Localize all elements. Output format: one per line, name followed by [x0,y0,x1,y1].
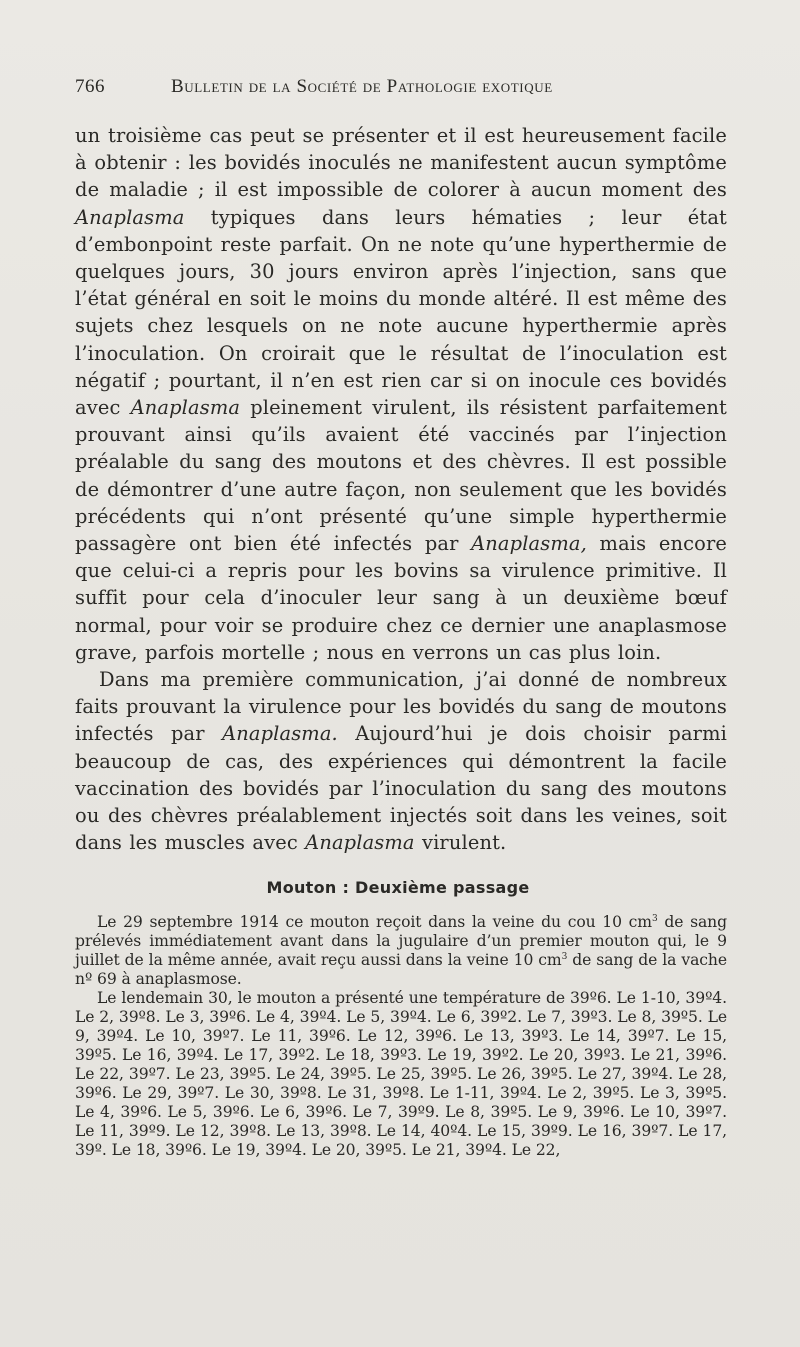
experiment-notes [75,913,727,1160]
main-text [75,122,727,856]
paragraph-2 [75,666,727,856]
section-title [0,878,800,897]
superscript: 3 [561,952,568,962]
text-run: virulent. [414,831,507,855]
text-run: Aujourd’hui je dois choisir parmi beaucoup de cas, des expériences qui démontrent la facile vaccination des bovidés par l’inoculation du sang des moutons ou des chèvres préalablement injectés soit dans les veines, soit dans les muscles avec [75,722,727,855]
italic-term: Anaplasma. [222,722,338,746]
paragraph-1 [75,122,727,666]
italic-term: Anaplasma [305,831,415,855]
italic-term: Anaplasma, [471,532,587,556]
italic-term: Anaplasma [130,396,241,420]
page-header [75,76,675,104]
section-title-text: Mouton : Deuxième passage [266,878,530,897]
text-run: de sang prélevés immédiatement avant dans la jugulaire d’un premier mouton qui, le 9 juillet de la même année, avait reçu aussi dans la veine 10 cm [75,913,727,969]
text-run: pleinement virulent, ils résistent parfaitement prouvant ainsi qu’ils avaient été vaccinés par l’injection préalable du sang des moutons et des chèvres. Il est possible de démontrer d’une autre façon, non seulement que les bovidés précédents qui n’ont présenté qu’une simple hyperthermie passagère ont bien été infectés par [75,396,727,556]
experiment-paragraph-2: Le lendemain 30, le mouton a présenté une température de 39º6. Le 1-10, 39º4. Le 2, 39º8. Le 3, 39º6. Le 4, 39º4. Le 5, 39º4. Le 6, 39º2. Le 7, 39º3. Le 8, 39º5. Le 9, 39º4. Le 10, 39º7. Le 11, 39º6. Le 12, 39º6. Le 13, 39º3. Le 14, 39º7. Le 15, 39º5. Le 16, 39º4. Le 17, 39º2. Le 18, 39º3. Le 19, 39º2. Le 20, 39º3. Le 21, 39º6. Le 22, 39º7. Le 23, 39º5. Le 24, 39º5. Le 25, 39º5. Le 26, 39º5. Le 27, 39º4. Le 28, 39º6. Le 29, 39º7. Le 30, 39º8. Le 31, 39º8. Le 1-11, 39º4. Le 2, 39º5. Le 3, 39º5. Le 4, 39º6. Le 5, 39º6. Le 6, 39º6. Le 7, 39º9. Le 8, 39º5. Le 9, 39º6. Le 10, 39º7. Le 11, 39º9. Le 12, 39º8. Le 13, 39º8. Le 14, 40º4. Le 15, 39º9. Le 16, 39º7. Le 17, 39º. Le 18, 39º6. Le 19, 39º4. Le 20, 39º5. Le 21, 39º4. Le 22, [75,989,727,1159]
superscript: 3 [651,914,658,924]
text-run: de sang de la vache nº 69 à anaplasmose. [75,951,727,988]
running-title: Bulletin de la Société de Pathologie exotique [171,76,553,97]
text-run: mais encore que celui-ci a repris pour les bovins sa virulence primitive. Il suffit pour cela d’inoculer leur sang à un deuxième bœuf normal, pour voir se produire chez ce dernier une anaplasmose grave, parfois mortelle ; nous en verrons un cas plus loin. [75,532,727,664]
text-run: Le 29 septembre 1914 ce mouton reçoit dans la veine du cou 10 cm [97,913,652,931]
text-run: un troisième cas peut se présenter et il est heureusement facile à obtenir : les bovidés inoculés ne manifestent aucun symptôme de maladie ; il est impossible de colorer à aucun moment des [75,124,727,202]
experiment-paragraph-1 [75,913,727,989]
italic-term: Anaplasma [75,205,185,229]
page-number: 766 [75,76,105,97]
text-run: Dans ma première communication, j’ai donné de nombreux faits prouvant la virulence pour les bovidés du sang de moutons infectés par [75,668,727,746]
text-run: typiques dans leurs hématies ; leur état d’embonpoint reste parfait. On ne note qu’une hyperthermie de quelques jours, 30 jours environ après l’injection, sans que l’état général en soit le moins du monde altéré. Il est même des sujets chez lesquels on ne note aucune hyperthermie après l’inoculation. On croirait que le résultat de l’inoculation est négatif ; pourtant, il n’en est rien car si on inocule ces bovidés avec [75,205,727,420]
